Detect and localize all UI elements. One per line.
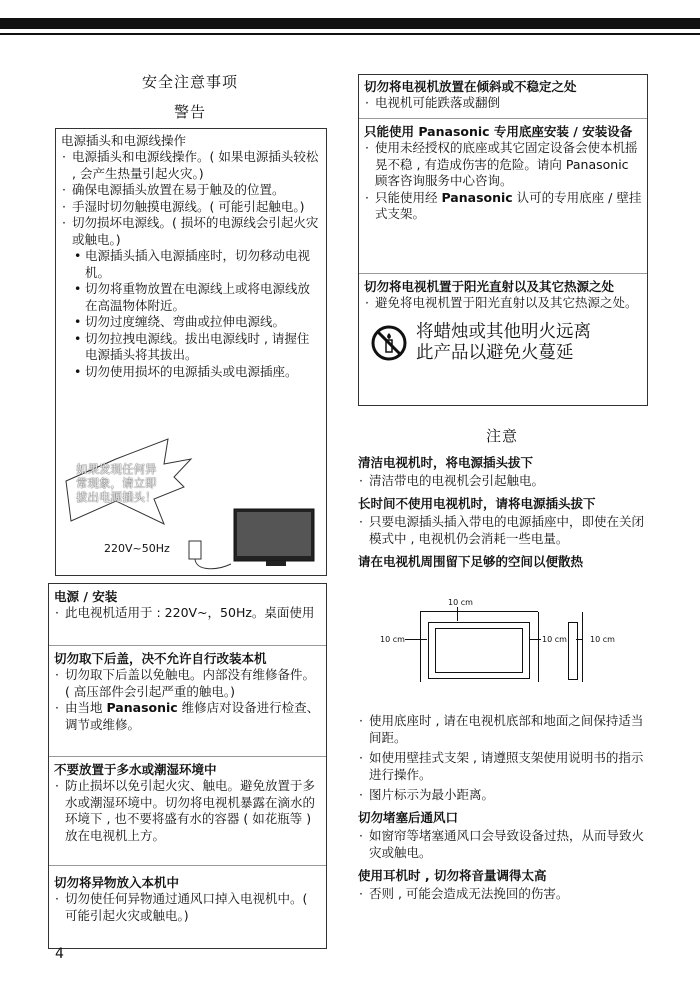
caution-section: [358, 448, 653, 571]
text: 只能使用经: [375, 189, 442, 205]
brand-name: Panasonic: [441, 189, 513, 205]
tv-side: [568, 622, 578, 680]
right-clearance-label: 10 cm: [542, 635, 567, 644]
list-item: · 确保电源插头放置在易于触及的位置。: [61, 182, 321, 199]
text: 只能使用: [364, 124, 419, 139]
header-bar: [0, 18, 700, 29]
section-heading: 切勿取下后盖，决不允许自行改装本机: [54, 651, 267, 666]
right-warning-box: [358, 74, 648, 406]
list-item: · 使用底座时 , 请在电视机底部和地面之间保持适当间距。: [358, 712, 653, 746]
brand-name: Panasonic: [565, 156, 629, 172]
right-arrow: [529, 639, 541, 640]
side-clearance-label: 10 cm: [590, 635, 615, 644]
list-item: [54, 700, 321, 733]
side-arrow: [576, 639, 582, 640]
tv-front: [428, 622, 530, 679]
text: 专用底座安装 / 安装设备: [489, 124, 633, 139]
list-item: · 如窗帘等堵塞通风口会导致设备过热，从而导致火灾或触电。: [358, 827, 653, 861]
section-heading: 电源 / 安装: [54, 589, 118, 604]
section-heading: [364, 123, 642, 140]
section-heading: 长时间不使用电视机时，请将电源插头拔下: [358, 496, 596, 511]
power-plug-box: [55, 128, 327, 576]
clearance-diagram: [380, 598, 650, 698]
list-subitem: • 切勿使用损坏的电源插头或电源插座。: [61, 364, 321, 381]
section-heading: 切勿将异物放入本机中: [54, 875, 180, 890]
list-item: · 只要电源插头插入带电的电源插座中，即使在关闭模式中 , 电视机仍会消耗一些电量。: [358, 513, 653, 547]
list-item: · 电源插头和电源线操作。( 如果电源插头较松 , 会产生热量引起火灾。): [61, 149, 321, 182]
caution-section-2: [358, 712, 653, 902]
brand-name: Panasonic: [106, 700, 178, 715]
list-item: · 电视机可能跌落或翻倒: [364, 95, 642, 112]
list-subitem: • 切勿将重物放置在电源线上或将电源线放在高温物体附近。: [61, 281, 321, 314]
section-heading: 切勿将电视机置于阳光直射以及其它热源之处: [364, 279, 615, 294]
list-subitem: • 切勿过度缠绕、弯曲或拉伸电源线。: [61, 314, 321, 331]
list-item: [364, 190, 642, 223]
list-item: · 防止损坏以免引起火灾、触电。避免放置于多水或潮湿环境中。切勿将电视机暴露在滴水的环境下 , 也不要将盛有水的容器 ( 如花瓶等 ) 放在电视机上方。: [54, 778, 321, 844]
list-item: · 切勿取下后盖以免触电。内部没有维修备件。: [54, 667, 321, 684]
wall-line: [420, 611, 538, 612]
list-item: · 避免将电视机置于阳光直射以及其它热源之处。: [364, 295, 642, 312]
right-wall: [538, 612, 539, 682]
tv-front-screen: [435, 628, 523, 673]
unplug-bubble-text: 如果发现任何异常现象，请立即拔出电源插头！: [76, 462, 157, 504]
header-rule: [0, 33, 700, 35]
section-heading: 清洁电视机时，将电源插头拔下: [358, 455, 534, 470]
list-item: · 如使用壁挂式支架 , 请遵照支架使用说明书的指示进行操作。: [358, 749, 653, 783]
no-flame-icon: [370, 324, 408, 362]
candle-warning: [364, 322, 642, 364]
tv-stand: [266, 561, 286, 566]
text: 使用未经授权的底座或其它固定设备会使本机摇晃不稳 , 有造成伤害的危险。请向: [375, 140, 638, 172]
power-cord: [195, 559, 231, 569]
candle-line-2: 此产品以避免火蔓延: [416, 342, 574, 363]
section-heading: 切勿将电视机放置在倾斜或不稳定之处: [364, 79, 577, 94]
text: 认可的专用底座 / 壁挂式支架。: [375, 189, 642, 221]
list-subitem: • 电源插头插入电源插座时，切勿移动电视机。: [61, 248, 321, 281]
section-heading: 请在电视机周围留下足够的空间以便散热: [358, 554, 584, 569]
wall-socket: [189, 541, 201, 559]
list-item: · 图片标示为最小距离。: [358, 786, 653, 803]
list-item: · 清洁带电的电视机会引起触电。: [358, 472, 653, 489]
power-plug-heading: 电源插头和电源线操作: [61, 133, 187, 148]
list-item: · 手湿时切勿触摸电源线。( 可能引起触电。): [61, 199, 321, 216]
warning-heading: 警告: [173, 103, 206, 121]
page-number: 4: [55, 946, 64, 962]
top-clearance-label: 10 cm: [448, 598, 473, 607]
list-item: · 切勿使任何异物通过通风口掉入电视机中。( 可能引起火灾或触电。): [54, 891, 321, 924]
left-wall: [420, 612, 421, 682]
list-subitem: • 切勿拉拽电源线。拔出电源线时 , 请握住电源插头将其拔出。: [61, 331, 321, 364]
candle-line-1: 将蜡烛或其他明火远离: [416, 321, 591, 342]
left-arrow: [405, 639, 427, 640]
section-heading: 切勿堵塞后通风口: [358, 810, 459, 825]
text: 顾客咨询服务中心咨询。: [375, 173, 513, 188]
list-note: ( 高压部件会引起严重的触电。): [65, 683, 235, 699]
voltage-label: 220V~50Hz: [104, 542, 170, 555]
list-item: · 否则 , 可能会造成无法挽回的伤害。: [358, 885, 653, 902]
side-wall: [582, 612, 583, 682]
page-title: 安全注意事项: [141, 73, 238, 91]
section-heading: 不要放置于多水或潮湿环境中: [54, 762, 217, 777]
left-warning-box: [48, 583, 327, 949]
list-item: [364, 140, 642, 190]
brand-name: Panasonic: [418, 124, 490, 139]
text: 维修店对设备进行检查、调节或维修。: [65, 700, 320, 732]
tv-screen: [237, 512, 311, 556]
list-item: · 切勿损坏电源线。( 损坏的电源线会引起火灾或触电。): [61, 215, 321, 248]
section-heading: 使用耳机时 , 切勿将音量调得太高: [358, 868, 547, 883]
list-item: · 此电视机适用于 : 220V~，50Hz。桌面使用: [54, 605, 321, 622]
caution-heading: 注意: [485, 427, 518, 445]
text: 由当地: [65, 700, 107, 715]
left-clearance-label: 10 cm: [380, 635, 405, 644]
top-arrow: [457, 607, 458, 621]
